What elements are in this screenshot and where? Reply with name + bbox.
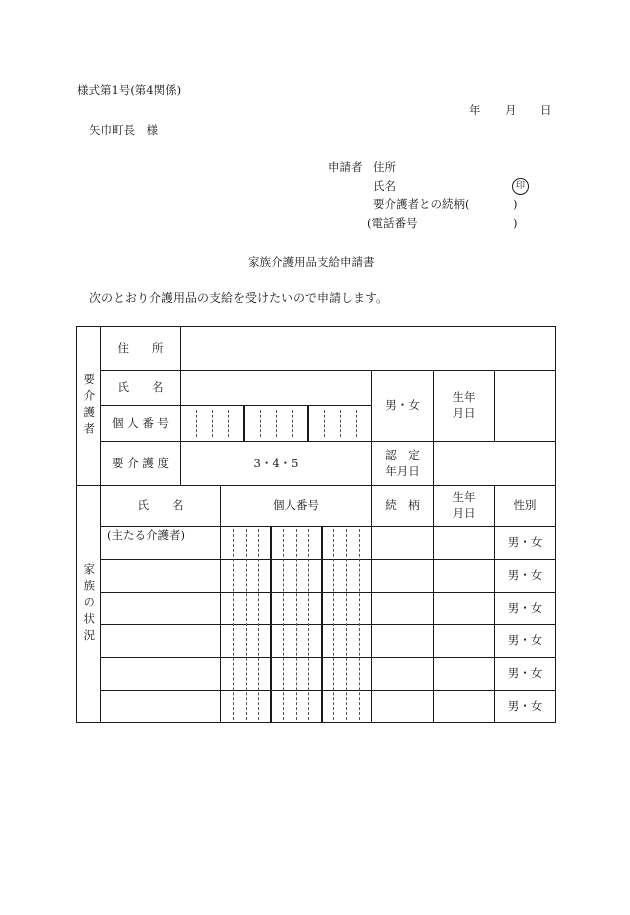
family-number-header: 個人番号	[273, 498, 319, 513]
family-birth-header: 生年 月日	[452, 490, 476, 520]
phone-close: )	[513, 216, 518, 230]
digit-divider	[276, 410, 277, 437]
family-row-sex[interactable]: 男・女	[507, 633, 543, 648]
family-row-line	[100, 592, 556, 593]
digit-group-divider	[321, 526, 323, 723]
application-table	[76, 326, 556, 723]
date-day-label: 日	[540, 103, 552, 117]
digit-divider	[359, 529, 360, 720]
digit-divider	[233, 529, 234, 720]
digit-divider	[258, 529, 259, 720]
date-year-label: 年	[469, 103, 481, 117]
family-section-label: 家族の状況	[82, 562, 97, 646]
family-row-line	[100, 657, 556, 658]
care-receiver-birth-label: 生年 月日	[452, 390, 476, 420]
care-receiver-sex[interactable]: 男・女	[385, 398, 420, 413]
applicant-name-label: 氏名	[373, 179, 396, 193]
digit-divider	[283, 529, 284, 720]
relationship-close: )	[513, 197, 518, 211]
family-relation-header: 続 柄	[385, 498, 420, 513]
digit-divider	[333, 529, 334, 720]
digit-divider	[246, 529, 247, 720]
family-row-line	[100, 624, 556, 625]
digit-divider	[308, 529, 309, 720]
phone-label: (電話番号	[367, 216, 418, 230]
intro-text: 次のとおり介護用品の支給を受けたいので申請します。	[89, 291, 389, 305]
care-level-options[interactable]: 3・4・5	[253, 455, 299, 470]
seal-text: 印	[512, 178, 529, 195]
family-row-line	[100, 690, 556, 691]
addressee: 矢巾町長 様	[89, 123, 158, 137]
name-label: 氏 名	[117, 380, 164, 395]
border-bottom	[76, 722, 556, 723]
family-sex-header: 性別	[513, 498, 537, 513]
form-number: 様式第1号(第4関係)	[77, 83, 182, 97]
applicant-address-label: 住所	[373, 160, 396, 174]
digit-group-divider	[270, 526, 272, 723]
main-carer-label: (主たる介護者)	[107, 528, 185, 542]
family-row-sex[interactable]: 男・女	[507, 568, 543, 583]
digit-divider	[340, 410, 341, 437]
family-header-bottom	[100, 526, 556, 527]
digit-divider	[324, 410, 325, 437]
address-label: 住 所	[117, 340, 164, 355]
certification-date-label: 認 定 年月日	[385, 447, 420, 478]
relationship-label: 要介護者との続柄(	[373, 197, 470, 211]
digit-group-divider	[243, 405, 245, 441]
family-row-sex[interactable]: 男・女	[507, 535, 543, 550]
document-title: 家族介護用品支給申請書	[248, 255, 375, 269]
date-month-label: 月	[505, 103, 517, 117]
digit-divider	[260, 410, 261, 437]
family-row-sex[interactable]: 男・女	[507, 666, 543, 681]
digit-divider	[346, 529, 347, 720]
care-receiver-section-label: 要介護者	[82, 373, 97, 439]
digit-divider	[212, 410, 213, 437]
applicant-label: 申請者	[328, 160, 363, 174]
personal-number-label: 個 人 番 号	[112, 415, 169, 430]
border-right	[555, 326, 556, 723]
digit-divider	[356, 410, 357, 437]
digit-divider	[228, 410, 229, 437]
seal-mark	[512, 178, 529, 195]
digit-group-divider	[307, 405, 309, 441]
digit-divider	[292, 410, 293, 437]
family-row-line	[100, 559, 556, 560]
family-row-sex[interactable]: 男・女	[507, 698, 543, 713]
digit-divider	[196, 410, 197, 437]
digit-divider	[296, 529, 297, 720]
care-level-label: 要 介 護 度	[112, 455, 169, 470]
family-row-sex[interactable]: 男・女	[507, 600, 543, 615]
family-name-header: 氏 名	[137, 498, 184, 513]
birth-value-left	[494, 370, 495, 441]
